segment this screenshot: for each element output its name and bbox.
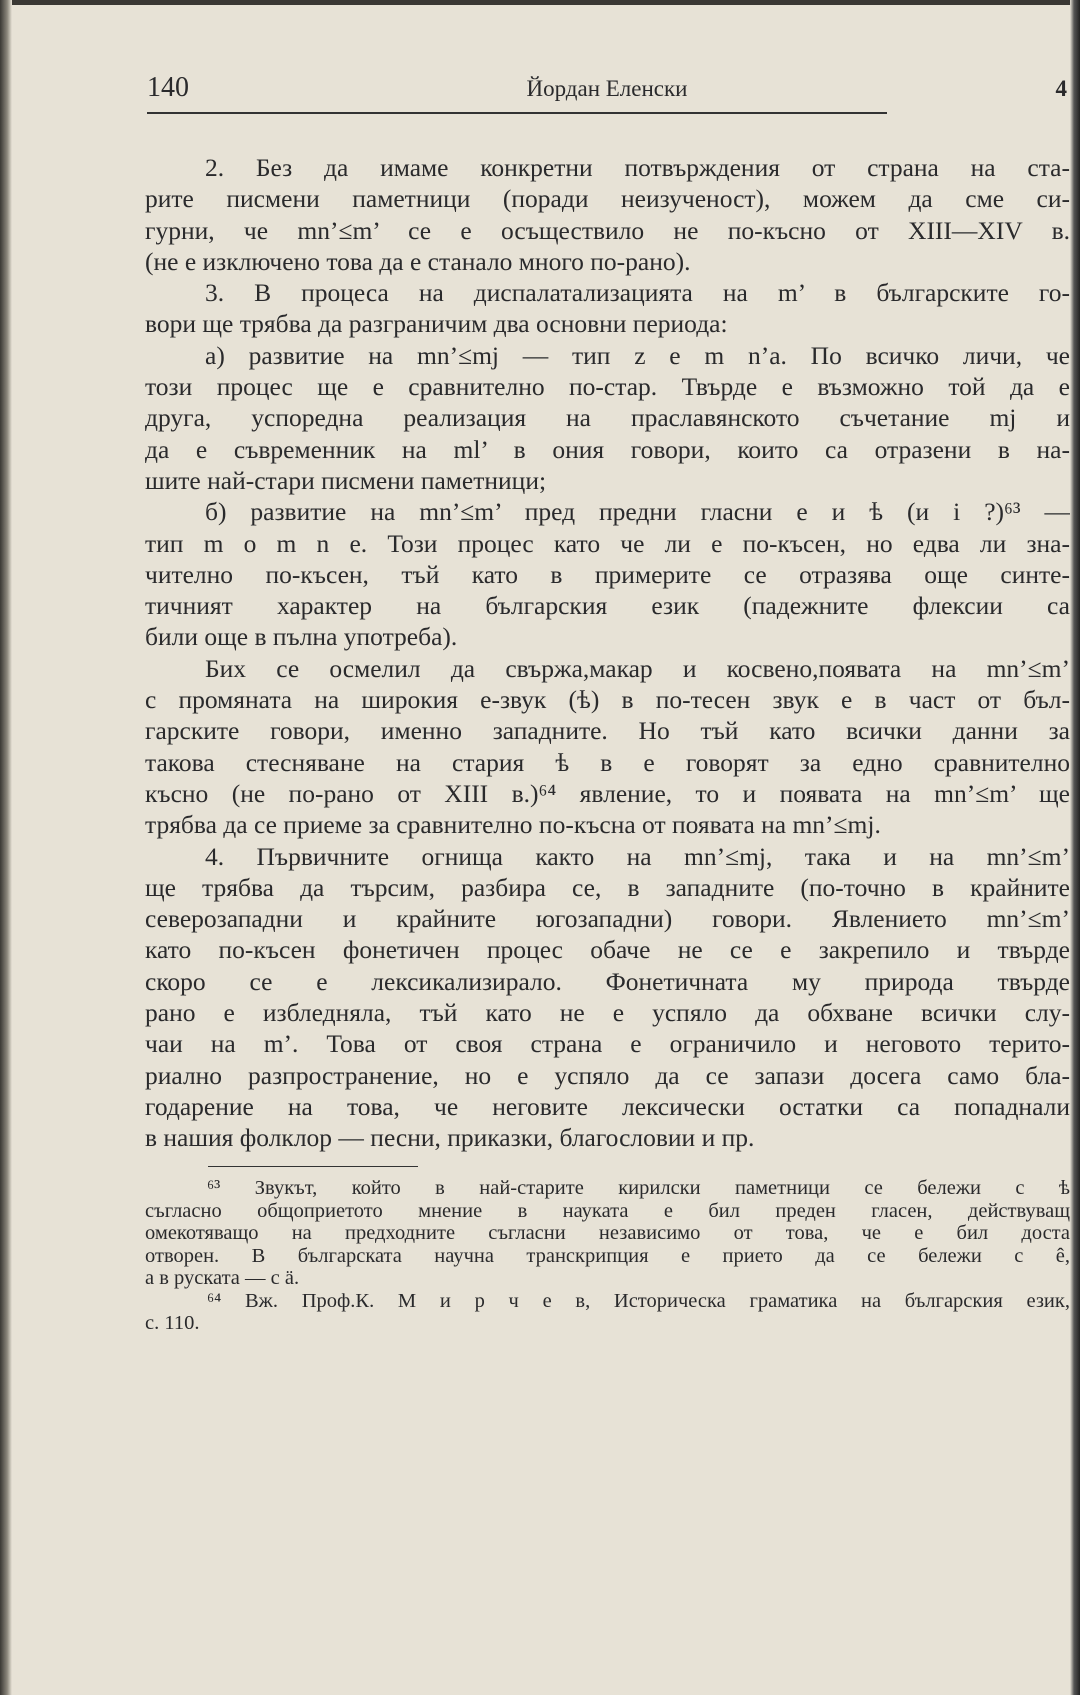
body-text bbox=[145, 152, 1070, 1154]
text-line: б) развитие на mn’≤m’ пред предни гласни e и ѣ (и i ?)⁶³ — bbox=[205, 497, 1070, 527]
text-line: тичният характер на българския език (падежните флексии са bbox=[145, 591, 1070, 621]
text-line: шите най-стари писмени паметници; bbox=[145, 465, 547, 495]
footnote-line: а в руската — с ä. bbox=[145, 1267, 300, 1289]
text-line: риално разпространение, но е успяло да се запази досега само бла- bbox=[145, 1060, 1070, 1090]
page-top-edge bbox=[0, 0, 1080, 5]
text-line: гарските говори, именно западните. Но тъй като всички данни за bbox=[145, 716, 1070, 746]
text-line: годарение на това, че неговите лексически остатки са попаднали bbox=[145, 1091, 1070, 1121]
footnote-line: отворен. В българската научна транскрипция е прието да се бележи с ê, bbox=[145, 1244, 1070, 1267]
text-line: ще трябва да търсим, разбира се, в западните (по-точно в крайните bbox=[145, 872, 1070, 902]
footnote-line: с. 110. bbox=[145, 1312, 200, 1334]
text-line: с промяната на широкия e-звук (ѣ) в по-тесен звук e в част от бъл- bbox=[145, 685, 1070, 715]
text-line: в нашия фолклор — песни, приказки, благословии и пр. bbox=[145, 1123, 755, 1153]
page-left-edge bbox=[0, 0, 12, 1695]
running-head: Йордан Еленски bbox=[526, 76, 688, 101]
text-line: такова стесняване на стария ѣ в e говорят за едно сравнително bbox=[145, 747, 1070, 777]
text-line: северозападни и крайните югозападни) говори. Явлението mn’≤m’ bbox=[145, 904, 1070, 934]
page-header bbox=[147, 72, 1067, 108]
footnote-line: съгласно общоприетото мнение в науката е бил преден гласен, действуващ bbox=[145, 1199, 1070, 1222]
text-line: рите писмени паметници (поради неизученост), можем да сме си- bbox=[145, 184, 1070, 214]
text-line: вори ще трябва да разграничим два основни периода: bbox=[145, 309, 728, 339]
text-line: късно (не по-рано от XIII в.)⁶⁴ явление, то и появата на mn’≤m’ ще bbox=[145, 778, 1070, 808]
text-line: като по-късен фонетичен процес обаче не се е закрепило и твърде bbox=[145, 935, 1070, 965]
text-line: 3. В процеса на диспалатализацията на m’ в българските го- bbox=[205, 278, 1070, 308]
header-right-fragment: 4 bbox=[1055, 76, 1067, 101]
footnote-line: ⁶³ Звукът, който в най-старите кирилски паметници се бележи с ѣ bbox=[207, 1177, 1070, 1199]
text-line: гурни, че mn’≤m’ се е осъществило не по-късно от XIII—XIV в. bbox=[145, 215, 1070, 245]
text-line: трябва да се приеме за сравнително по-късна от появата на mn’≤mj. bbox=[145, 810, 881, 840]
text-line: били още в пълна употреба). bbox=[145, 622, 458, 652]
text-line: 4. Първичните огнища както на mn’≤mj, така и на mn’≤m’ bbox=[205, 841, 1070, 871]
text-line: чаи на m’. Това от своя страна е ограничило и неговото терито- bbox=[145, 1029, 1070, 1059]
page-right-edge bbox=[1070, 0, 1080, 1695]
footnote-line: ⁶⁴ Вж. Проф.К. М и р ч е в, Историческа граматика на българския език, bbox=[207, 1289, 1070, 1312]
text-line: друга, успоредна реализация на праславянското съчетание mj и bbox=[145, 403, 1070, 433]
text-line: 2. Без да имаме конкретни потвърждения от страна на ста- bbox=[205, 153, 1070, 182]
text-line: тип m o m n e. Този процес като че ли е по-късен, но едва ли зна- bbox=[145, 528, 1070, 558]
header-rule bbox=[147, 112, 887, 114]
page-number: 140 bbox=[147, 72, 189, 103]
footnote-rule bbox=[208, 1166, 418, 1167]
footnotes bbox=[145, 1177, 1070, 1335]
text-line: рано е избледняла, тъй като не е успяло да обхване всички слу- bbox=[145, 998, 1070, 1028]
footnote-line: омекотяващо на предходните съгласни независимо от това, че е бил доста bbox=[145, 1222, 1070, 1244]
text-line: чително по-късен, тъй като в примерите се отразява още синте- bbox=[145, 559, 1070, 589]
text-line: да е съвременник на ml’ в ония говори, които са отразени в на- bbox=[145, 434, 1070, 464]
text-line: а) развитие на mn’≤mj — тип z e m n’a. По всичко личи, че bbox=[205, 340, 1070, 370]
text-line: този процес ще е сравнително по-стар. Твърде е възможно той да е bbox=[145, 372, 1070, 402]
text-line: Бих се осмелил да свържа,макар и косвено,появата на mn’≤m’ bbox=[205, 653, 1070, 683]
text-line: (не е изключено това да е станало много по-рано). bbox=[145, 246, 691, 276]
text-line: скоро се е лексикализирало. Фонетичната му природа твърде bbox=[145, 966, 1070, 996]
